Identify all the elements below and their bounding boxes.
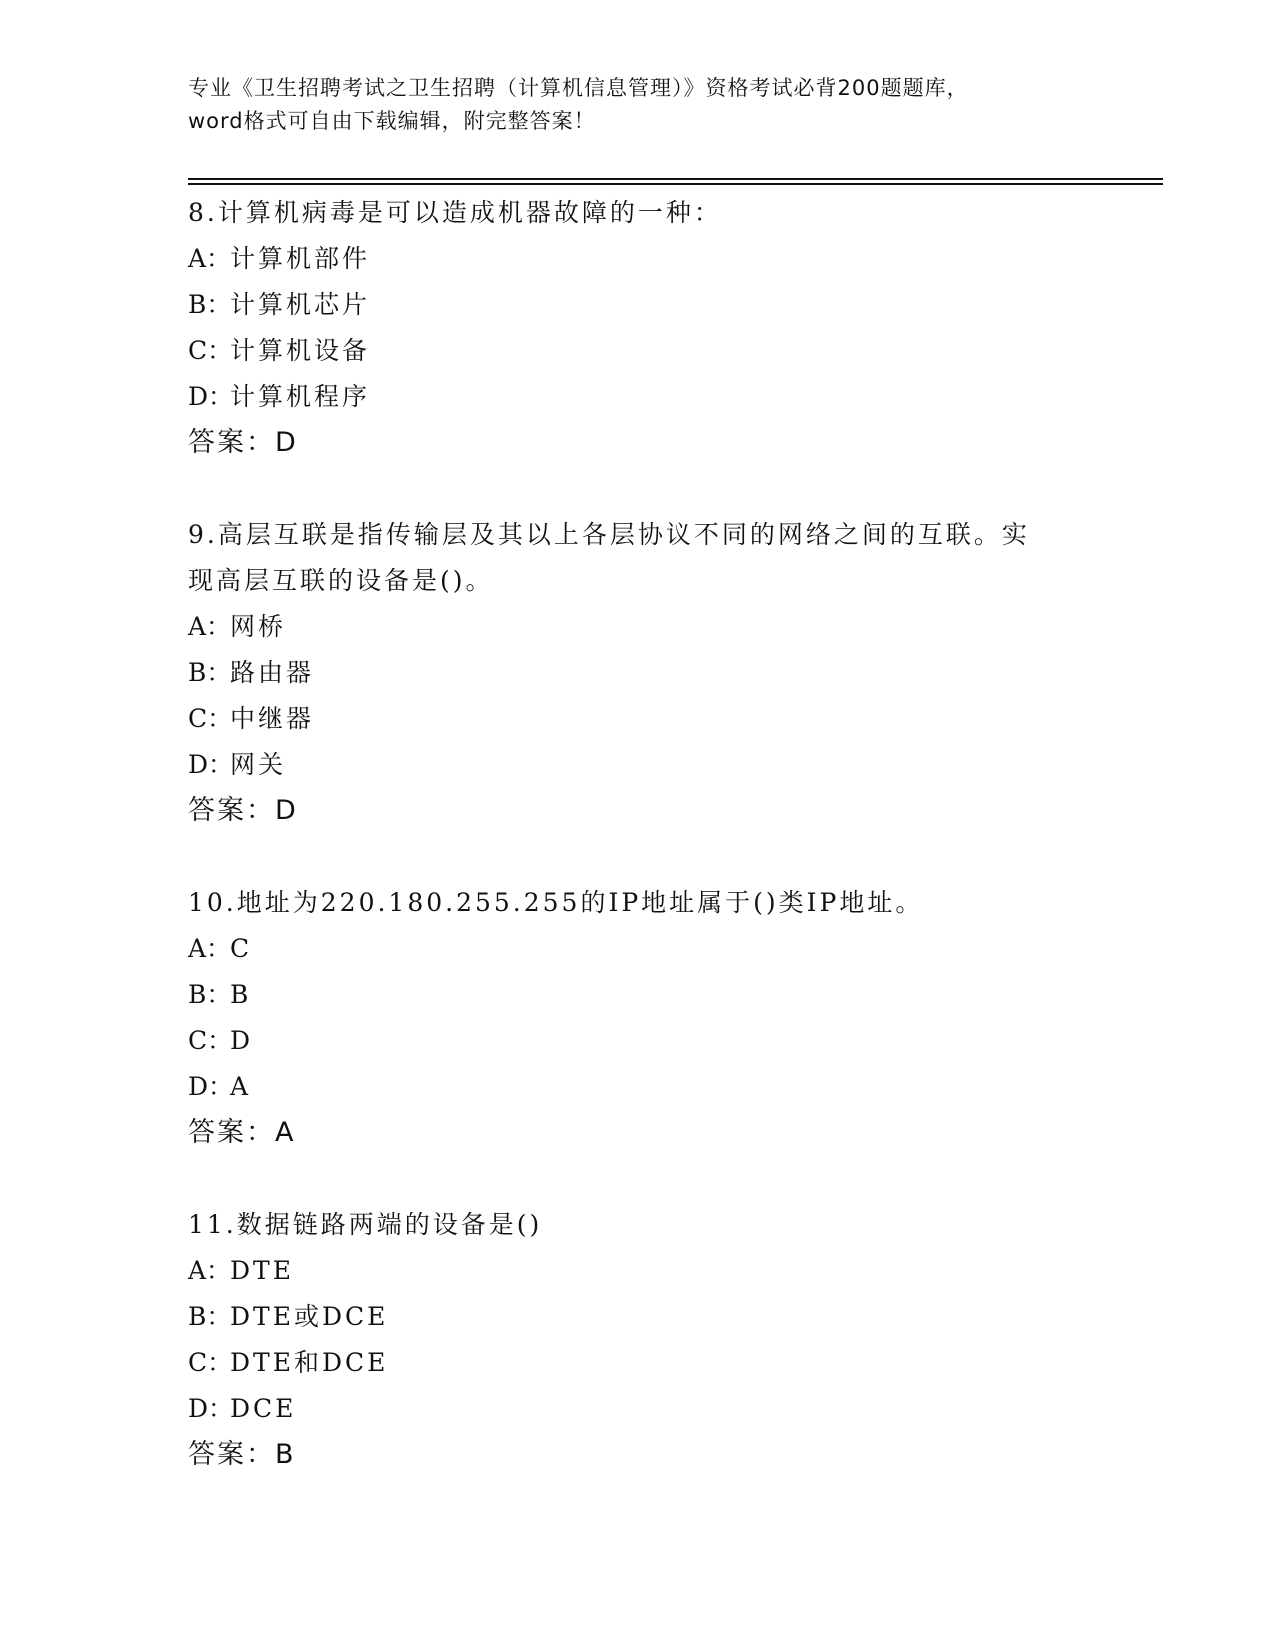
option-key: A： <box>188 1256 232 1285</box>
option-key: D： <box>188 382 234 411</box>
option-text: 网桥 <box>230 612 287 641</box>
answer: 答案：D <box>188 795 298 826</box>
option-text: 计算机部件 <box>230 244 371 273</box>
option-b <box>188 650 1088 696</box>
option-key: C： <box>188 336 233 365</box>
option-key: A： <box>188 934 232 963</box>
option-text: C <box>230 934 253 963</box>
option-text: 网关 <box>230 750 287 779</box>
option-a <box>188 926 1088 972</box>
document-header <box>188 72 1088 138</box>
option-b <box>188 1294 1088 1340</box>
question-9 <box>188 512 1088 834</box>
option-text: DTE <box>230 1256 294 1285</box>
option-text: 计算机程序 <box>230 382 371 411</box>
option-key: D： <box>188 750 234 779</box>
option-key: B： <box>188 290 232 319</box>
option-key: C： <box>188 1026 233 1055</box>
option-key: B： <box>188 980 232 1009</box>
option-c <box>188 1018 1088 1064</box>
option-b <box>188 282 1088 328</box>
question-text-continued: 现高层互联的设备是()。 <box>188 566 494 595</box>
option-text: DTE或DCE <box>230 1302 389 1331</box>
option-d <box>188 1064 1088 1110</box>
option-d <box>188 1386 1088 1432</box>
option-c <box>188 328 1088 374</box>
question-text: 10.地址为220.180.255.255的IP地址属于()类IP地址。 <box>188 888 924 917</box>
header-rule-bottom <box>188 183 1163 185</box>
option-key: D： <box>188 1072 234 1101</box>
option-text: 中继器 <box>230 704 315 733</box>
header-line-1: 专业《卫生招聘考试之卫生招聘（计算机信息管理）》资格考试必背200题题库， <box>188 76 969 100</box>
question-11 <box>188 1202 1088 1478</box>
option-a <box>188 604 1088 650</box>
answer: 答案：D <box>188 427 298 458</box>
option-a <box>188 236 1088 282</box>
option-d <box>188 374 1088 420</box>
option-key: D： <box>188 1394 234 1423</box>
option-d <box>188 742 1088 788</box>
option-text: 计算机芯片 <box>230 290 371 319</box>
header-rule-top <box>188 178 1163 180</box>
question-10 <box>188 880 1088 1156</box>
option-key: B： <box>188 1302 232 1331</box>
question-text: 11.数据链路两端的设备是() <box>188 1210 543 1239</box>
option-c <box>188 1340 1088 1386</box>
question-8 <box>188 190 1088 466</box>
option-a <box>188 1248 1088 1294</box>
option-text: 计算机设备 <box>230 336 371 365</box>
answer: 答案：A <box>188 1117 296 1148</box>
option-key: B： <box>188 658 232 687</box>
option-c <box>188 696 1088 742</box>
header-line-2: word格式可自由下载编辑，附完整答案！ <box>188 109 596 133</box>
option-text: B <box>230 980 252 1009</box>
option-key: C： <box>188 1348 233 1377</box>
option-b <box>188 972 1088 1018</box>
question-list <box>188 190 1088 1524</box>
option-text: D <box>230 1026 254 1055</box>
option-text: A <box>230 1072 252 1101</box>
option-key: A： <box>188 244 232 273</box>
option-text: 路由器 <box>230 658 315 687</box>
question-text: 9.高层互联是指传输层及其以上各层协议不同的网络之间的互联。实 <box>188 520 1030 549</box>
question-text: 8.计算机病毒是可以造成机器故障的一种： <box>188 198 722 227</box>
option-key: A： <box>188 612 232 641</box>
answer: 答案：B <box>188 1439 296 1470</box>
option-key: C： <box>188 704 233 733</box>
option-text: DCE <box>230 1394 297 1423</box>
option-text: DTE和DCE <box>230 1348 389 1377</box>
